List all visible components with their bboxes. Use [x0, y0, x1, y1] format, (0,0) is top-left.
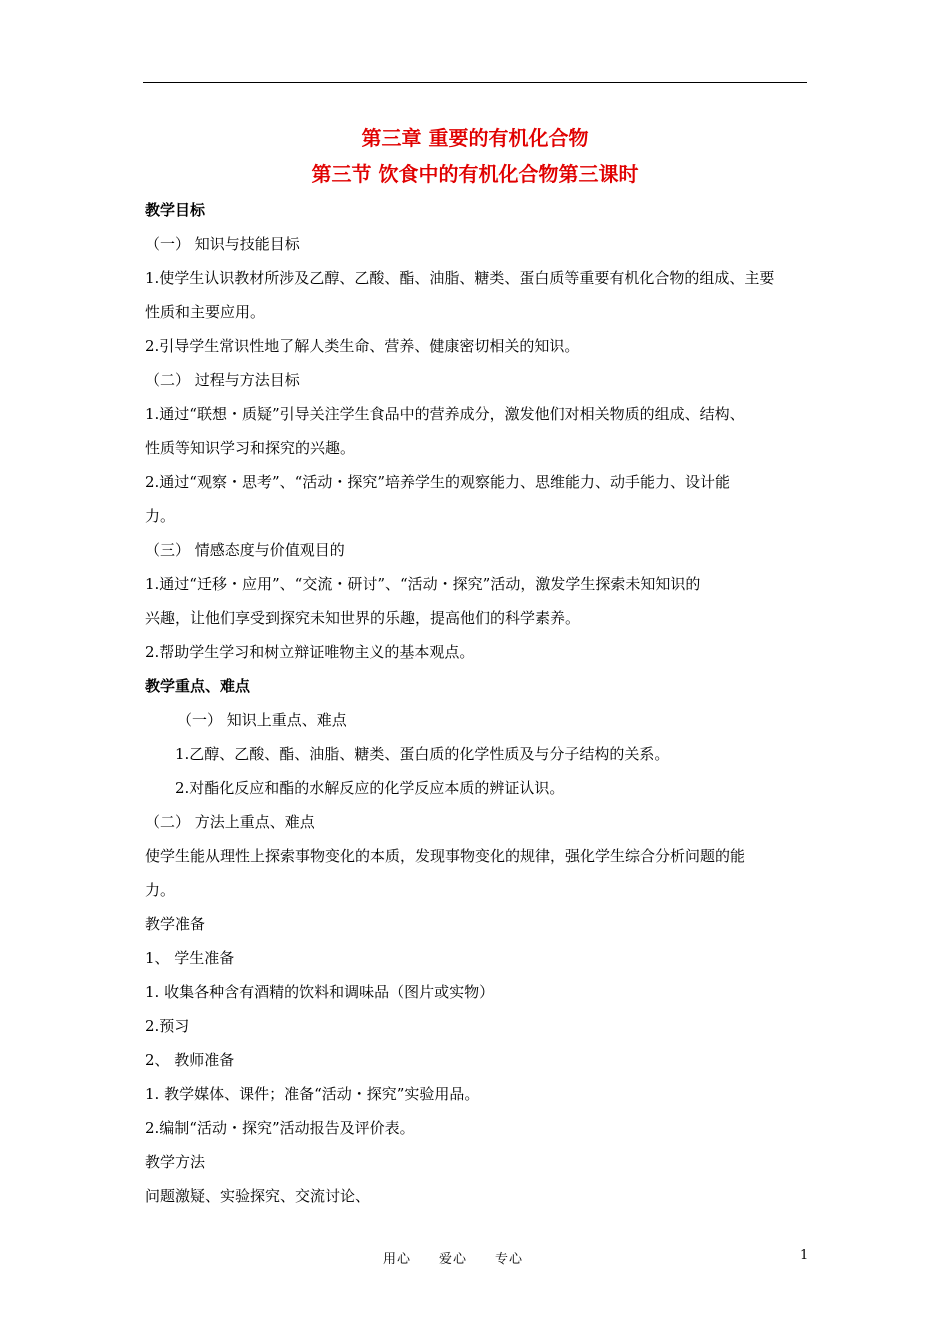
paragraph-line: 2、 教师准备	[145, 1051, 235, 1069]
paragraph-line: 1.通过“迁移・应用”、“交流・研讨”、“活动・探究”活动，激发学生探索未知知识的	[145, 575, 701, 593]
header-rule	[143, 82, 807, 83]
chapter-title: 第三章 重要的有机化合物	[361, 126, 589, 150]
heading-teaching-methods: 教学方法	[145, 1153, 206, 1171]
paragraph-line: 性质和主要应用。	[145, 303, 266, 321]
paragraph-line: 2.通过“观察・思考”、“活动・探究”培养学生的观察能力、思维能力、动手能力、设计能	[145, 473, 730, 491]
paragraph-line: 问题激疑、实验探究、交流讨论、	[145, 1187, 371, 1205]
paragraph-line: 2.编制“活动・探究”活动报告及评价表。	[145, 1119, 415, 1137]
section-title: 第三节 饮食中的有机化合物第三课时	[311, 162, 639, 186]
footer-motto	[383, 1248, 551, 1267]
subheading: （一） 知识上重点、难点	[177, 711, 347, 729]
footer-motto-item: 爱心	[439, 1252, 468, 1267]
heading-key-points: 教学重点、难点	[145, 677, 251, 695]
paragraph-line: 使学生能从理性上探索事物变化的本质，发现事物变化的规律，强化学生综合分析问题的能	[145, 847, 746, 865]
paragraph-line: 1.乙醇、乙酸、酯、油脂、糖类、蛋白质的化学性质及与分子结构的关系。	[175, 745, 670, 763]
paragraph-line: 力。	[145, 881, 176, 899]
paragraph-line: 1. 教学媒体、课件；准备“活动・探究”实验用品。	[145, 1085, 480, 1103]
subheading: （一） 知识与技能目标	[145, 235, 300, 253]
paragraph-line: 力。	[145, 507, 176, 525]
paragraph-line: 1.通过“联想・质疑”引导关注学生食品中的营养成分，激发他们对相关物质的组成、结构、	[145, 405, 745, 423]
page-number: 1	[800, 1248, 809, 1263]
paragraph-line: 2.引导学生常识性地了解人类生命、营养、健康密切相关的知识。	[145, 337, 580, 355]
paragraph-line: 1、 学生准备	[145, 949, 235, 967]
paragraph-line: 性质等知识学习和探究的兴趣。	[145, 439, 356, 457]
paragraph-line: 2.对酯化反应和酯的水解反应的化学反应本质的辨证认识。	[175, 779, 565, 797]
paragraph-line: 2.预习	[145, 1017, 190, 1035]
footer-motto-item: 专心	[495, 1252, 524, 1267]
paragraph-line: 2.帮助学生学习和树立辩证唯物主义的基本观点。	[145, 643, 475, 661]
subheading: （三） 情感态度与价值观目的	[145, 541, 345, 559]
subheading: （二） 过程与方法目标	[145, 371, 300, 389]
heading-teaching-goals: 教学目标	[145, 201, 206, 219]
paragraph-line: 1. 收集各种含有酒精的饮料和调味品（图片或实物）	[145, 983, 495, 1001]
document-body	[145, 198, 817, 1218]
heading-preparation: 教学准备	[145, 915, 206, 933]
footer-motto-item: 用心	[383, 1252, 412, 1267]
paragraph-line: 兴趣，让他们享受到探究未知世界的乐趣，提高他们的科学素养。	[145, 609, 581, 627]
subheading: （二） 方法上重点、难点	[145, 813, 315, 831]
paragraph-line: 1.使学生认识教材所涉及乙醇、乙酸、酯、油脂、糖类、蛋白质等重要有机化合物的组成、主要	[145, 269, 775, 287]
